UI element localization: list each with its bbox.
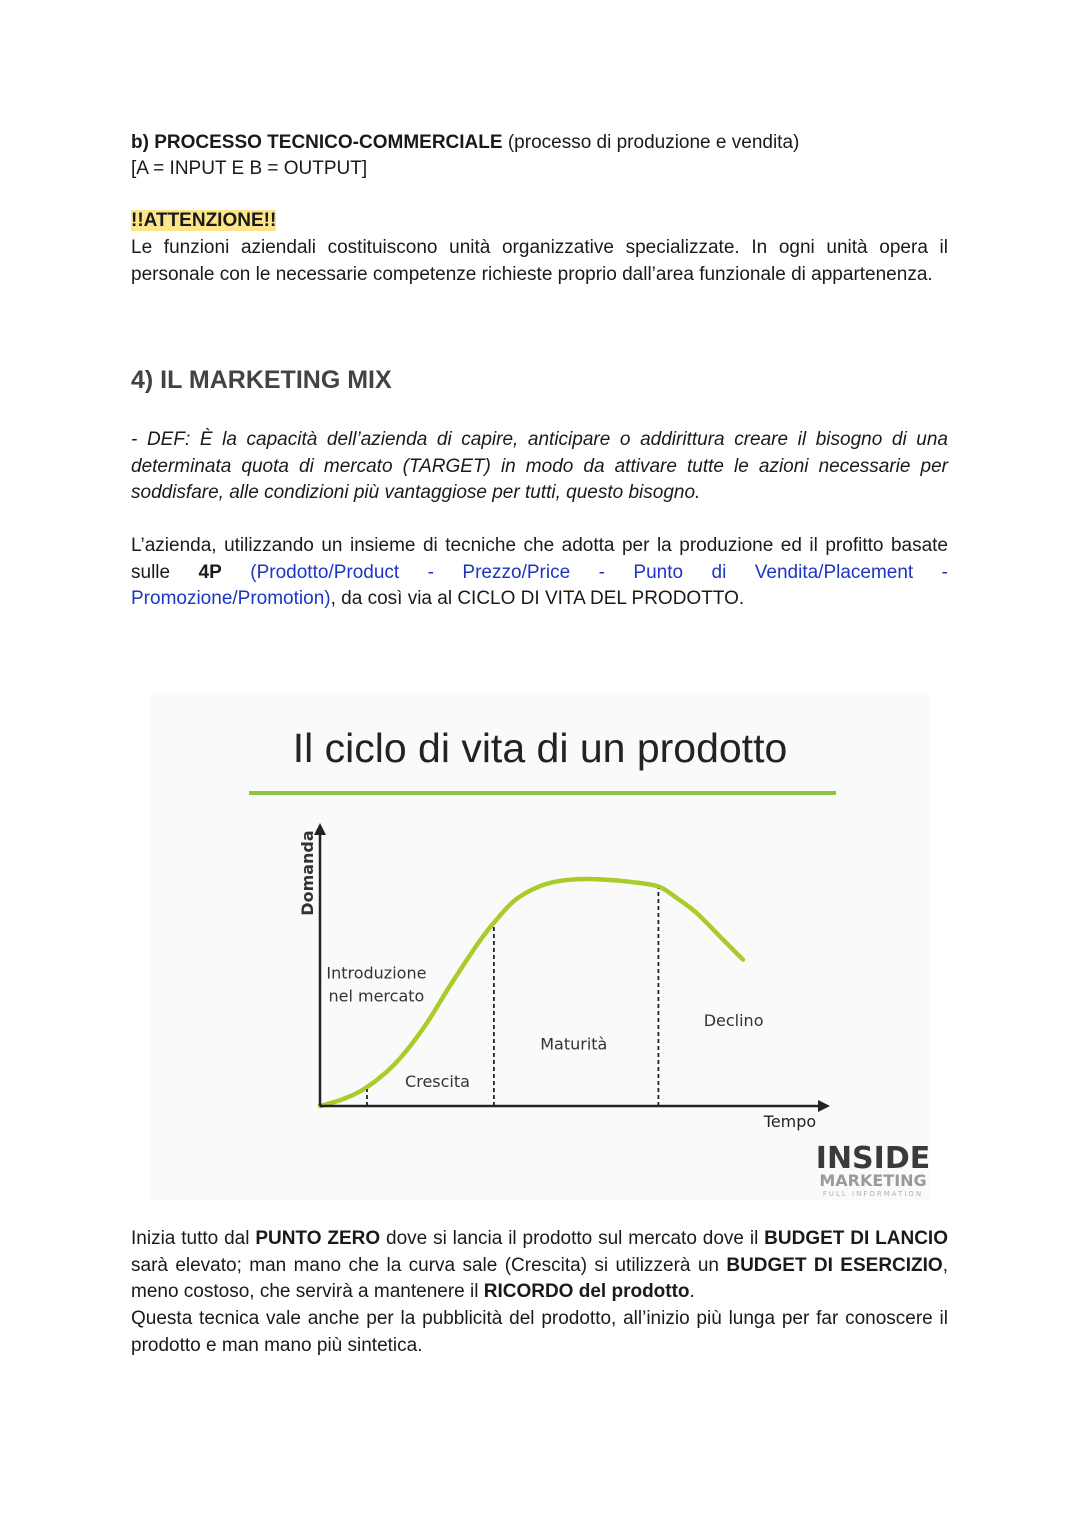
product-lifecycle-figure [150,695,930,1200]
stage-label-3: Maturità [540,1034,608,1054]
y-axis-label: Domanda [298,830,317,916]
attention-label: !!ATTENZIONE!! [131,210,277,231]
logo-line1: INSIDE [815,1141,930,1176]
x-axis-arrow [818,1100,830,1112]
stage-label-2: Crescita [405,1072,470,1092]
marketing-mix-paragraph: L’azienda, utilizzando un insieme di tecniche che adotta per la produzione ed il profitto basate sulle 4P (Prodotto/Product - Prezzo/Price - Punto di Vendita/Placement - Promozione/Promotion), da così via al CICLO DI VITA DEL PRODOTTO. [131,535,948,609]
logo-line2: MARKETING [819,1171,927,1190]
logo-tagline: FULL INFORMATION [822,1190,924,1198]
attention-text: Le funzioni aziendali costituiscono unità organizzative specializzate. In ogni unità opera il personale con le necessarie competenze richieste proprio dall’area funzionale di appartenenza. [131,237,948,285]
marketing-definition: - DEF: È la capacità dell’azienda di capire, anticipare o addirittura creare il bisogno di una determinata quota di mercato (TARGET) in modo da attivare tutte le azioni necessarie per soddisfare, alle condizioni più vantaggiose per tutti, questo bisogno. [131,429,948,503]
stage-label-1: Introduzione nel mercato [326,963,427,1006]
chart-title: Il ciclo di vita di un prodotto [292,725,788,771]
closing-paragraph-2: Questa tecnica vale anche per la pubblicità del prodotto, all’inizio più lunga per far conoscere il prodotto e man mano più sintetica. [131,1308,948,1356]
lifecycle-chart [150,695,930,1200]
section-b-heading: b) PROCESSO TECNICO-COMMERCIALE (processo di produzione e vendita) [131,132,800,153]
closing-paragraph: Inizia tutto dal PUNTO ZERO dove si lancia il prodotto sul mercato dove il BUDGET DI LANCIO sarà elevato; man mano che la curva sale (Crescita) si utilizzerà un BUDGET DI ESERCIZIO, meno costoso, che servirà a mantenere il RICORDO del prodotto. [131,1228,948,1302]
inside-marketing-logo [816,1141,930,1198]
x-axis-label: Tempo [763,1112,817,1131]
section-b-formula: [A = INPUT E B = OUTPUT] [131,158,368,179]
stage-label-4: Declino [703,1010,764,1030]
section-4-heading: 4) IL MARKETING MIX [131,366,392,394]
